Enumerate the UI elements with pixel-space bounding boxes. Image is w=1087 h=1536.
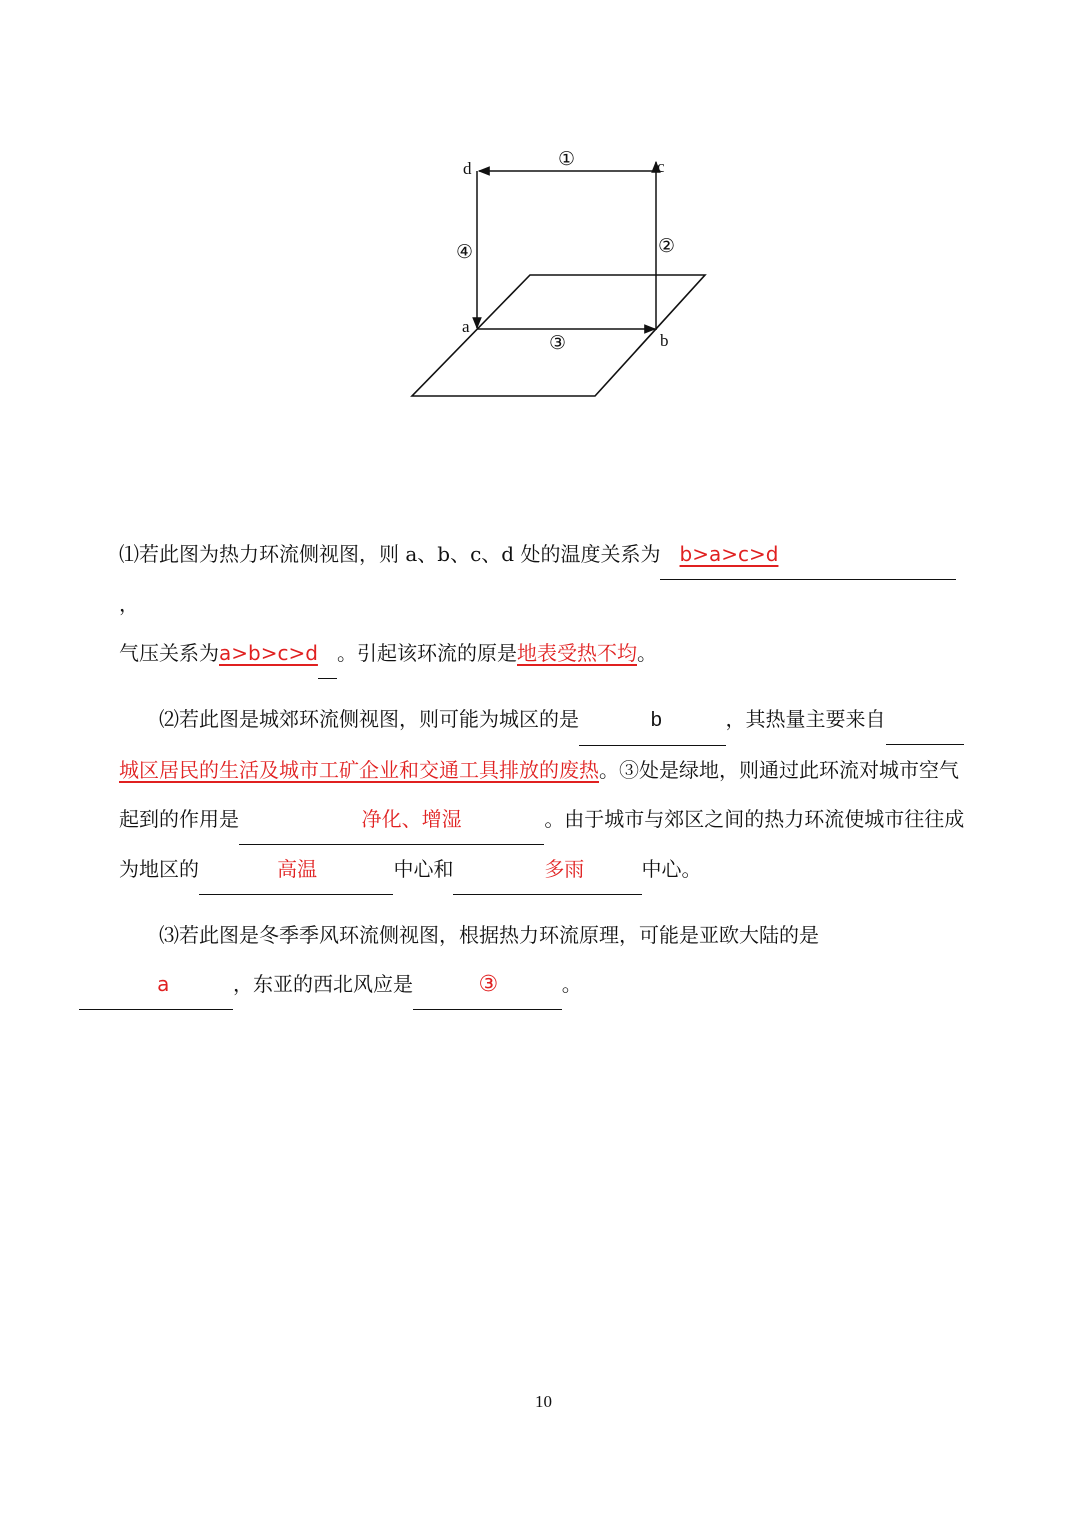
arrow-label-top: ① (558, 148, 576, 170)
q1-temp-blank (660, 530, 956, 580)
q3-mid: ，东亚的西北风应是 (233, 972, 413, 996)
q3-end: 。 (561, 972, 582, 996)
thermal-circulation-diagram (400, 140, 720, 410)
q1-mid: 。引起该环流的原是 (337, 641, 517, 665)
q2-answer-center2: 多雨 (544, 857, 585, 881)
q1-prefix: ⑴若此图为热力环流侧视图，则 a、b、c、d 处的温度关系为 (119, 542, 661, 566)
q1-comma: ， (119, 592, 139, 616)
q1-pressure-prefix: 气压关系为 (119, 641, 219, 665)
q2-answer-effect: 净化、增湿 (361, 807, 462, 831)
q3-answer-wind: ③ (478, 972, 499, 997)
arrow-label-bottom: ③ (549, 332, 567, 354)
q2-center2-blank (453, 845, 641, 895)
q2-mid2: 。③处是绿地，则通过此环流对城市空气起到的作用是 (119, 758, 959, 831)
q2-mid1: ，其热量主要来自 (725, 707, 886, 731)
diagram-svg (400, 140, 720, 410)
q2-end: 中心。 (641, 857, 702, 881)
q2-heat-blank-lead (886, 695, 964, 745)
question-2 (119, 695, 969, 895)
q3-wind-blank (413, 960, 562, 1010)
q1-answer-temperature: b>a>c>d (679, 542, 779, 566)
q3-prefix: ⑶若此图是冬季季风环流侧视图，根据热力环流原理，可能是亚欧大陆的是 (159, 923, 819, 947)
q2-center1-blank (199, 845, 393, 895)
q3-answer-land: a (157, 972, 170, 996)
q2-prefix: ⑵若此图是城郊环流侧视图，则可能为城区的是 (159, 707, 579, 731)
q1-answer-pressure: a>b>c>d (219, 641, 318, 665)
question-1 (119, 530, 969, 679)
q2-mid3: 。由于城市与郊区之间的热力环流使城市往往成为地区的 (119, 807, 965, 881)
label-b: b (660, 331, 669, 350)
q2-answer-heat-source: 城区居民的生活及城市工矿企业和交通工具排放的废热 (119, 758, 599, 782)
q1-pressure-blank (318, 629, 337, 679)
label-c: c (657, 157, 665, 176)
q2-effect-blank (239, 795, 544, 845)
arrow-label-right: ② (658, 235, 676, 257)
q1-answer-cause: 地表受热不均 (517, 641, 637, 665)
question-3 (119, 911, 969, 1010)
arrow-label-left: ④ (456, 241, 474, 263)
q2-answer-center1: 高温 (277, 857, 318, 881)
label-d: d (463, 159, 472, 178)
label-a: a (462, 317, 470, 336)
q3-land-blank (79, 960, 233, 1010)
q2-city-blank (579, 695, 726, 746)
q2-mid4: 中心和 (393, 857, 454, 881)
q2-answer-city: b (650, 709, 662, 731)
q1-end: 。 (637, 641, 657, 665)
page-number: 10 (535, 1392, 552, 1411)
question-block (119, 530, 969, 1010)
